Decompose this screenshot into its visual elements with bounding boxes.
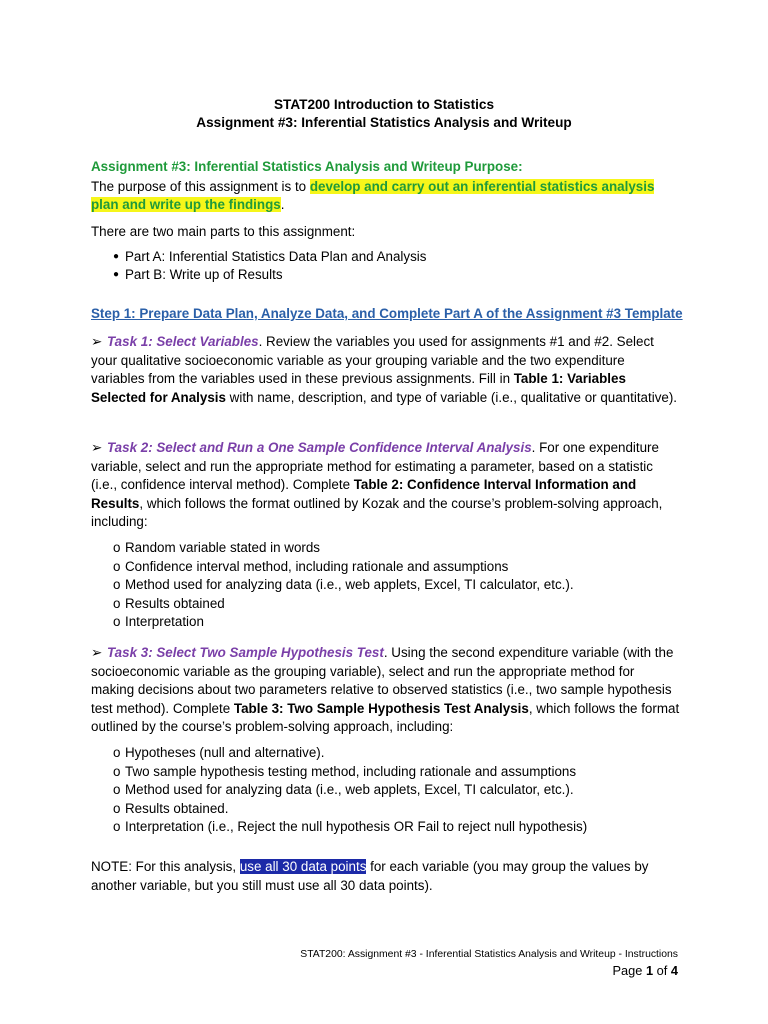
parts-list <box>113 248 681 285</box>
list-item: ● Part B: Write up of Results <box>113 266 681 285</box>
list-item: o Method used for analyzing data (i.e., web applets, Excel, TI calculator, etc.). <box>113 576 681 595</box>
task2-list <box>113 539 681 632</box>
arrow-bullet-icon: ➢ <box>91 440 103 455</box>
list-item: o Confidence interval method, including rationale and assumptions <box>113 558 681 577</box>
task1-paragraph <box>91 333 681 407</box>
note-text-before: NOTE: For this analysis, <box>91 859 240 874</box>
task3-table-ref: Table 3: Two Sample Hypothesis Test Analysis <box>233 700 529 716</box>
task3-list <box>113 744 681 837</box>
task2-paragraph <box>91 439 681 532</box>
list-item: o Results obtained. <box>113 800 681 819</box>
task2-label: Task 2: Select and Run a One Sample Confidence Interval Analysis <box>107 440 532 455</box>
task1-table-ref: Table 1: Variables Selected for Analysis <box>91 371 626 405</box>
parts-intro: There are two main parts to this assignment: <box>91 224 356 239</box>
list-item: o Random variable stated in words <box>113 539 681 558</box>
task3-section <box>91 644 681 837</box>
note-section <box>91 858 681 895</box>
page-total: 4 <box>670 963 678 978</box>
course-title: STAT200 Introduction to Statistics <box>273 97 495 112</box>
parts-section <box>91 223 681 285</box>
purpose-text <box>91 178 681 215</box>
list-item: ● Part A: Inferential Statistics Data Plan and Analysis <box>113 248 681 267</box>
footer-doc-title: STAT200: Assignment #3 - Inferential Statistics Analysis and Writeup - Instructions <box>300 949 678 960</box>
list-item: o Results obtained <box>113 595 681 614</box>
footer-page-number <box>613 962 679 981</box>
step1-section <box>91 305 691 324</box>
task1-text-end: with name, description, and type of variable (i.e., qualitative or quantitative). <box>225 389 678 405</box>
note-paragraph <box>91 858 681 895</box>
task2-text-end: , which follows the format outlined by Kozak and the course’s problem-solving approach, including: <box>91 495 663 530</box>
task1-section <box>91 333 681 407</box>
task2-section <box>91 439 681 632</box>
purpose-highlight: develop and carry out an inferential statistics analysis plan and write up the findings <box>91 178 655 213</box>
list-item: o Hypotheses (null and alternative). <box>113 744 681 763</box>
task3-text-end: , which follows the format outlined by the course’s problem-solving approach, including: <box>91 700 680 735</box>
task1-text: . Review the variables you used for assignments #1 and #2. Select your qualitative socioeconomic variable as your grouping variable and the two expenditure variables from the variables used in these previous assignments. Fill in <box>91 334 654 387</box>
purpose-section <box>91 158 681 215</box>
purpose-heading: Assignment #3: Inferential Statistics Analysis and Writeup Purpose: <box>91 159 523 174</box>
list-item: o Interpretation <box>113 613 681 632</box>
task2-table-ref: Table 2: Confidence Interval Information and Results <box>91 477 637 511</box>
note-text-after: for each variable (you may group the values by another variable, but you still must use all 30 data points). <box>91 859 649 893</box>
page-of: of <box>653 963 671 978</box>
page-prefix: Page <box>612 963 646 978</box>
task1-label: Task 1: Select Variables <box>107 334 259 349</box>
assignment-title: Assignment #3: Inferential Statistics Analysis and Writeup <box>196 115 572 130</box>
list-item: o Interpretation (i.e., Reject the null hypothesis OR Fail to reject null hypothesis) <box>113 818 681 837</box>
purpose-text-before: The purpose of this assignment is to <box>91 178 310 194</box>
task3-label: Task 3: Select Two Sample Hypothesis Test <box>107 645 384 660</box>
arrow-bullet-icon: ➢ <box>91 334 103 349</box>
step1-heading: Step 1: Prepare Data Plan, Analyze Data, and Complete Part A of the Assignment #3 Template <box>91 306 683 321</box>
task3-text: . Using the second expenditure variable (with the socioeconomic variable as the grouping variable), select and run the appropriate method for making decisions about two parameters relative to observed statistics (i.e., two sample hypothesis test method). Complete <box>91 645 674 716</box>
list-item: o Two sample hypothesis testing method, including rationale and assumptions <box>113 763 681 782</box>
purpose-text-after: . <box>280 197 285 213</box>
page-current: 1 <box>645 963 654 978</box>
list-item: o Method used for analyzing data (i.e., web applets, Excel, TI calculator, etc.). <box>113 781 681 800</box>
arrow-bullet-icon: ➢ <box>91 645 103 660</box>
task2-text: . For one expenditure variable, select and run the appropriate method for estimating a parameter, based on a statistic (i.e., confidence interval method). Complete <box>91 440 659 493</box>
task3-paragraph <box>91 644 681 737</box>
note-highlight: use all 30 data points <box>239 859 367 874</box>
